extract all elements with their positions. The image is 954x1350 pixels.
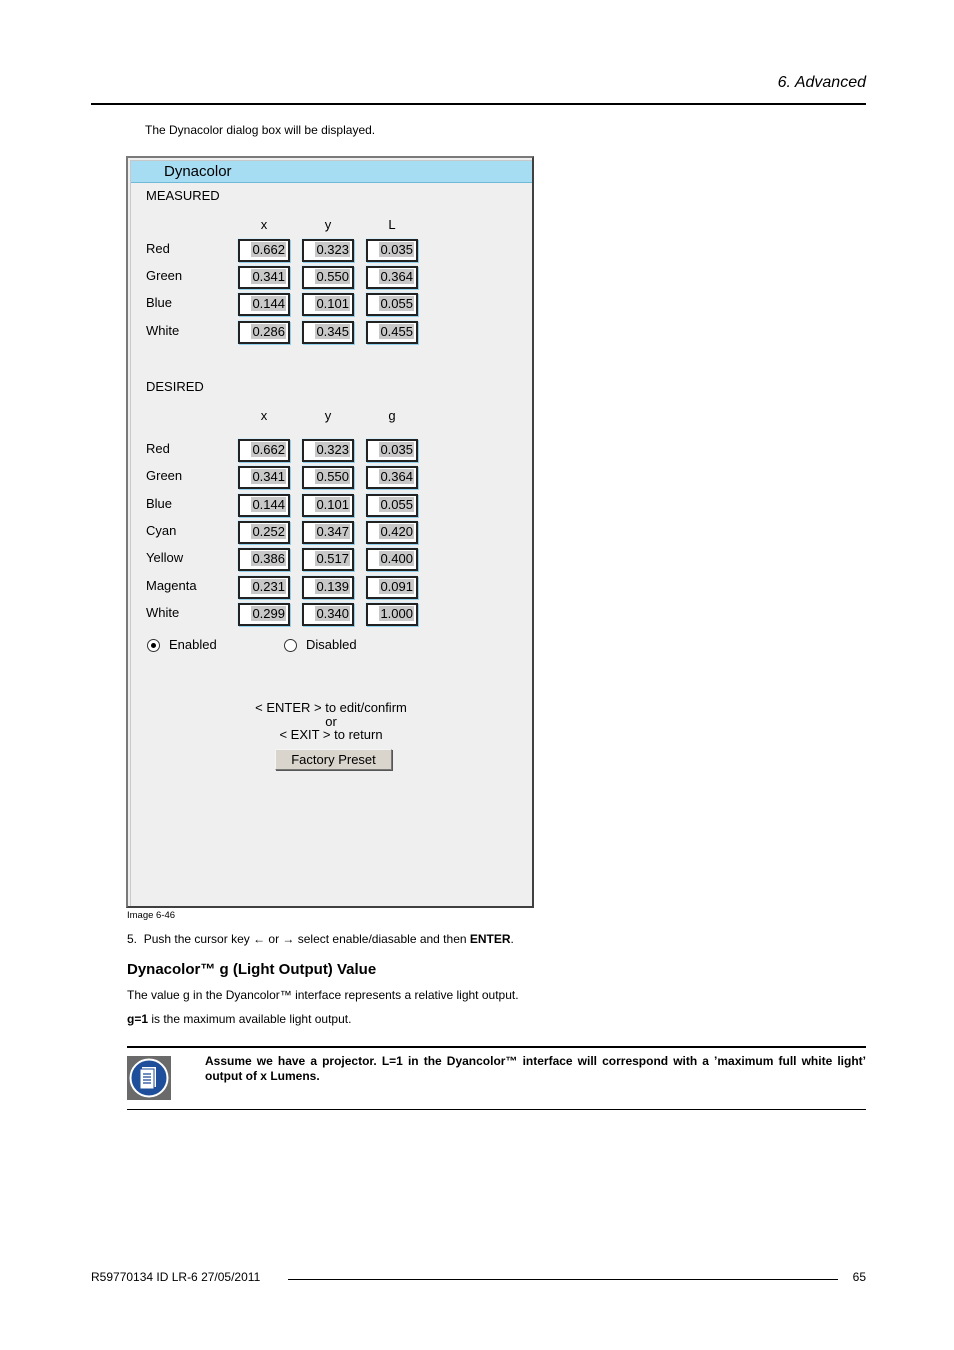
desired-field-x[interactable] (238, 466, 290, 489)
desired-field-y[interactable] (302, 521, 354, 544)
desired-field-x[interactable] (238, 494, 290, 517)
measured-field-L[interactable] (366, 321, 418, 344)
step-5 (127, 932, 514, 946)
para2-bold: g=1 (127, 1012, 149, 1026)
field-value: 0.400 (380, 551, 413, 567)
field-value: 0.144 (252, 296, 285, 312)
measured-row-label: Green (146, 268, 183, 284)
measured-col-y: y (324, 217, 332, 232)
field-value: 0.550 (316, 269, 349, 285)
desired-field-y[interactable] (302, 576, 354, 599)
desired-col-g: g (388, 408, 396, 423)
desired-field-y[interactable] (302, 548, 354, 571)
field-value: 0.455 (380, 323, 413, 339)
desired-label: DESIRED (146, 379, 204, 394)
measured-field-x[interactable] (238, 293, 290, 316)
desired-field-y[interactable] (302, 494, 354, 517)
desired-field-x[interactable] (238, 439, 290, 462)
field-value: 0.252 (252, 523, 285, 539)
radio-enabled-label: Enabled (169, 637, 217, 652)
field-value: 0.420 (380, 523, 413, 539)
radio-disabled-label: Disabled (306, 637, 357, 652)
measured-row-label: Blue (146, 295, 173, 311)
field-value: 0.323 (316, 442, 349, 457)
field-value: 0.091 (380, 578, 413, 594)
radio-disabled[interactable] (284, 639, 297, 652)
field-value: 0.286 (252, 323, 285, 339)
measured-field-x[interactable] (238, 266, 290, 289)
instruction-or: or (325, 713, 337, 729)
desired-col-y: y (324, 408, 332, 423)
desired-field-x[interactable] (238, 521, 290, 544)
measured-field-y[interactable] (302, 266, 354, 289)
step-number: 5. (127, 932, 138, 946)
field-value: 0.323 (316, 242, 349, 257)
measured-field-L[interactable] (366, 239, 418, 262)
desired-field-g[interactable] (366, 494, 418, 517)
field-value: 0.341 (252, 469, 285, 485)
header-rule (91, 103, 866, 105)
intro-text: The Dynacolor dialog box will be displayed. (145, 123, 376, 137)
step-bold: ENTER (469, 932, 511, 946)
para2-text: is the maximum available light output. (148, 1012, 352, 1026)
desired-row-label: Blue (146, 495, 173, 511)
dialog-title: Dynacolor (164, 163, 232, 180)
field-value: 0.035 (380, 242, 413, 257)
desired-field-g[interactable] (366, 548, 418, 571)
field-value: 0.139 (316, 578, 349, 594)
measured-field-y[interactable] (302, 239, 354, 262)
desired-row-label: Cyan (146, 522, 177, 538)
desired-col-x: x (260, 408, 268, 423)
measured-field-y[interactable] (302, 293, 354, 316)
measured-field-L[interactable] (366, 293, 418, 316)
field-value: 0.340 (316, 605, 349, 621)
desired-field-x[interactable] (238, 576, 290, 599)
desired-row-label: Green (146, 468, 183, 484)
field-value: 0.055 (380, 496, 413, 512)
dialog-body (130, 160, 532, 906)
field-value: 1.000 (380, 605, 413, 621)
field-value: 0.345 (316, 323, 349, 339)
note-text: Assume we have a projector. L=1 in the Dyancolor™ interface will correspond with a ’maximum full white light’ output of x Lumens. (205, 1054, 866, 1083)
field-value: 0.662 (252, 242, 285, 257)
footer-docid: R59770134 ID LR-6 27/05/2011 (91, 1270, 261, 1284)
field-value: 0.101 (316, 496, 349, 512)
instruction-exit: < EXIT > to return (279, 727, 383, 742)
image-caption: Image 6-46 (127, 910, 176, 921)
desired-field-y[interactable] (302, 466, 354, 489)
desired-field-y[interactable] (302, 603, 354, 626)
measured-field-L[interactable] (366, 266, 418, 289)
field-value: 0.662 (252, 442, 285, 457)
field-value: 0.299 (252, 605, 285, 621)
measured-field-y[interactable] (302, 321, 354, 344)
desired-field-x[interactable] (238, 603, 290, 626)
field-value: 0.231 (252, 578, 285, 594)
radio-dot (151, 643, 156, 648)
desired-field-g[interactable] (366, 603, 418, 626)
measured-col-L: L (388, 217, 396, 232)
field-value: 0.101 (316, 296, 349, 312)
note-rule-top (127, 1046, 866, 1048)
factory-preset-button[interactable]: Factory Preset (275, 749, 392, 770)
field-value: 0.341 (252, 269, 285, 285)
field-value: 0.386 (252, 551, 285, 567)
field-value: 0.055 (380, 296, 413, 312)
footer-rule (288, 1279, 838, 1280)
desired-row-label: Yellow (146, 550, 184, 566)
instruction-enter: < ENTER > to edit/confirm (255, 700, 407, 715)
note-rule-bottom (127, 1109, 866, 1110)
field-value: 0.517 (316, 551, 349, 567)
instructions (131, 701, 531, 742)
measured-row-label: White (146, 322, 180, 338)
desired-row-label: Magenta (146, 577, 197, 593)
page-number: 65 (852, 1270, 866, 1284)
field-value: 0.144 (252, 496, 285, 512)
field-value: 0.347 (316, 523, 349, 539)
field-value: 0.550 (316, 469, 349, 485)
step-text: Push the cursor key ← or → select enable/diasable and then (143, 932, 470, 946)
paragraph-1: The value g in the Dyancolor™ interface represents a relative light output. (127, 988, 519, 1002)
measured-col-x: x (260, 217, 268, 232)
measured-field-x[interactable] (238, 239, 290, 262)
desired-field-g[interactable] (366, 576, 418, 599)
desired-field-g[interactable] (366, 521, 418, 544)
step-end: . (510, 932, 514, 946)
measured-row-label: Red (146, 241, 170, 256)
measured-field-x[interactable] (238, 321, 290, 344)
desired-field-g[interactable] (366, 466, 418, 489)
section-title: Dynacolor™ g (Light Output) Value (127, 961, 377, 978)
desired-field-x[interactable] (238, 548, 290, 571)
field-value: 0.035 (380, 442, 413, 457)
dynacolor-dialog (126, 156, 534, 908)
chapter-header: 6. Advanced (777, 74, 866, 91)
field-value: 0.364 (380, 469, 413, 485)
measured-label: MEASURED (146, 188, 220, 203)
note-icon (127, 1056, 171, 1100)
desired-field-g[interactable] (366, 439, 418, 462)
desired-row-label: White (146, 604, 180, 620)
desired-row-label: Red (146, 441, 170, 456)
radio-enabled[interactable] (147, 639, 160, 652)
desired-field-y[interactable] (302, 439, 354, 462)
dialog-titlebar (131, 161, 532, 183)
field-value: 0.364 (380, 269, 413, 285)
paragraph-2 (127, 1012, 351, 1026)
